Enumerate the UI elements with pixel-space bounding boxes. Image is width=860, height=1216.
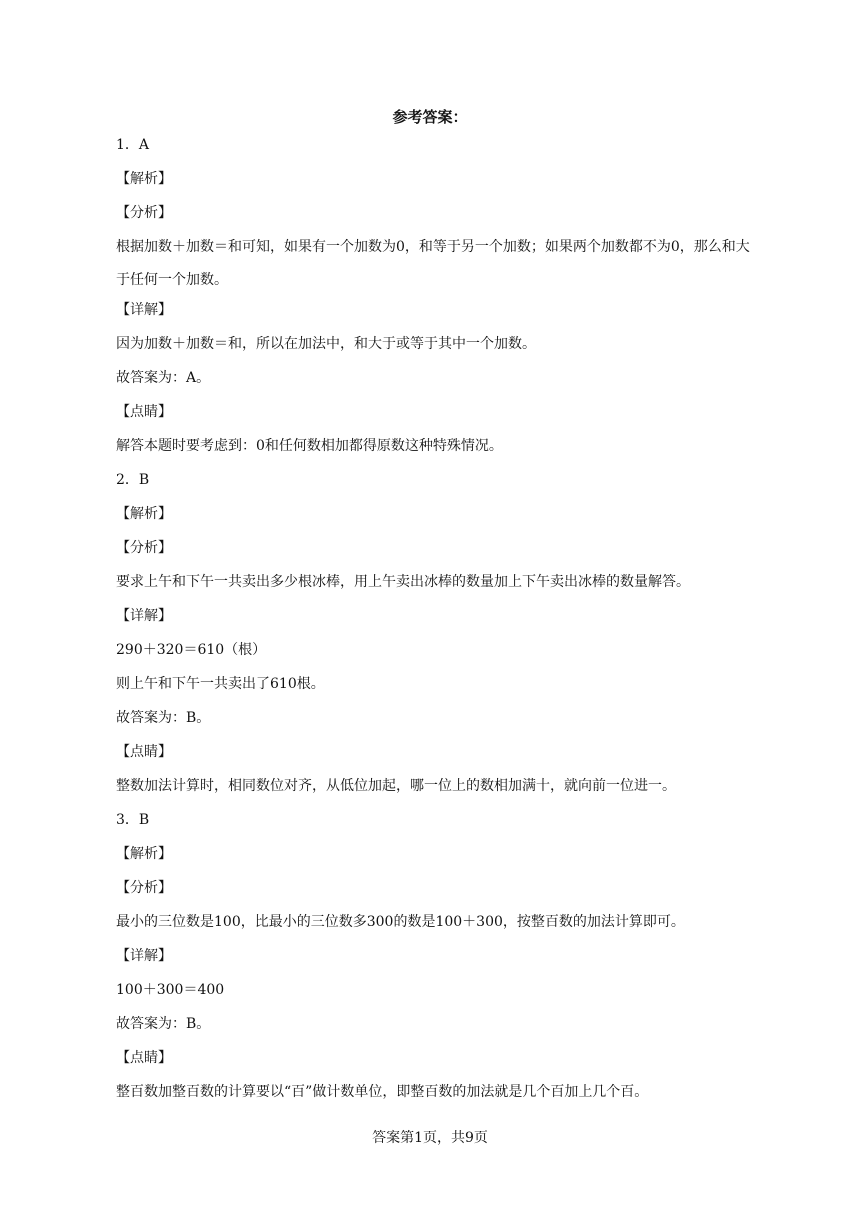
body-paragraph: 根据加数＋加数＝和可知，如果有一个加数为0，和等于另一个加数；如果两个加数都不为0，那么和大于任何一个加数。 [116,239,750,288]
answer-conclusion: 故答案为：B。 [116,710,211,726]
section-heading: 【解析】 [116,846,172,862]
body-paragraph: 整数加法计算时，相同数位对齐，从低位加起，哪一位上的数相加满十，就向前一位进一。 [116,778,676,794]
section-heading: 【点睛】 [116,404,172,420]
answer-number: 3．B [116,812,150,828]
section-heading: 【解析】 [116,171,172,187]
section-heading: 【解析】 [116,506,172,522]
section-heading: 【详解】 [116,608,172,624]
body-paragraph: 因为加数＋加数＝和，所以在加法中，和大于或等于其中一个加数。 [116,336,536,352]
body-paragraph: 要求上午和下午一共卖出多少根冰棒，用上午卖出冰棒的数量加上下午卖出冰棒的数量解答。 [116,574,690,590]
page-title: 参考答案： [392,108,468,126]
answer-number: 1．A [116,137,150,153]
answer-conclusion: 故答案为：B。 [116,1016,211,1032]
body-paragraph: 则上午和下午一共卖出了610根。 [116,676,325,692]
answer-conclusion: 故答案为：A。 [116,370,211,386]
body-paragraph: 整百数加整百数的计算要以“百”做计数单位，即整百数的加法就是几个百加上几个百。 [116,1084,649,1100]
section-heading: 【分析】 [116,880,172,896]
answer-number: 2．B [116,472,150,488]
equation: 290＋320＝610（根） [116,642,267,658]
section-heading: 【分析】 [116,540,172,556]
section-heading: 【点睛】 [116,1050,172,1066]
body-paragraph: 最小的三位数是100，比最小的三位数多300的数是100＋300，按整百数的加法计算即可。 [116,914,685,930]
section-heading: 【分析】 [116,205,172,221]
section-heading: 【详解】 [116,948,172,964]
page-footer: 答案第1页，共9页 [372,1130,488,1146]
body-paragraph: 解答本题时要考虑到：0和任何数相加都得原数这种特殊情况。 [116,438,503,454]
equation: 100＋300＝400 [116,982,225,998]
answer-content [116,135,756,1116]
section-heading: 【点睛】 [116,744,172,760]
section-heading: 【详解】 [116,302,172,318]
